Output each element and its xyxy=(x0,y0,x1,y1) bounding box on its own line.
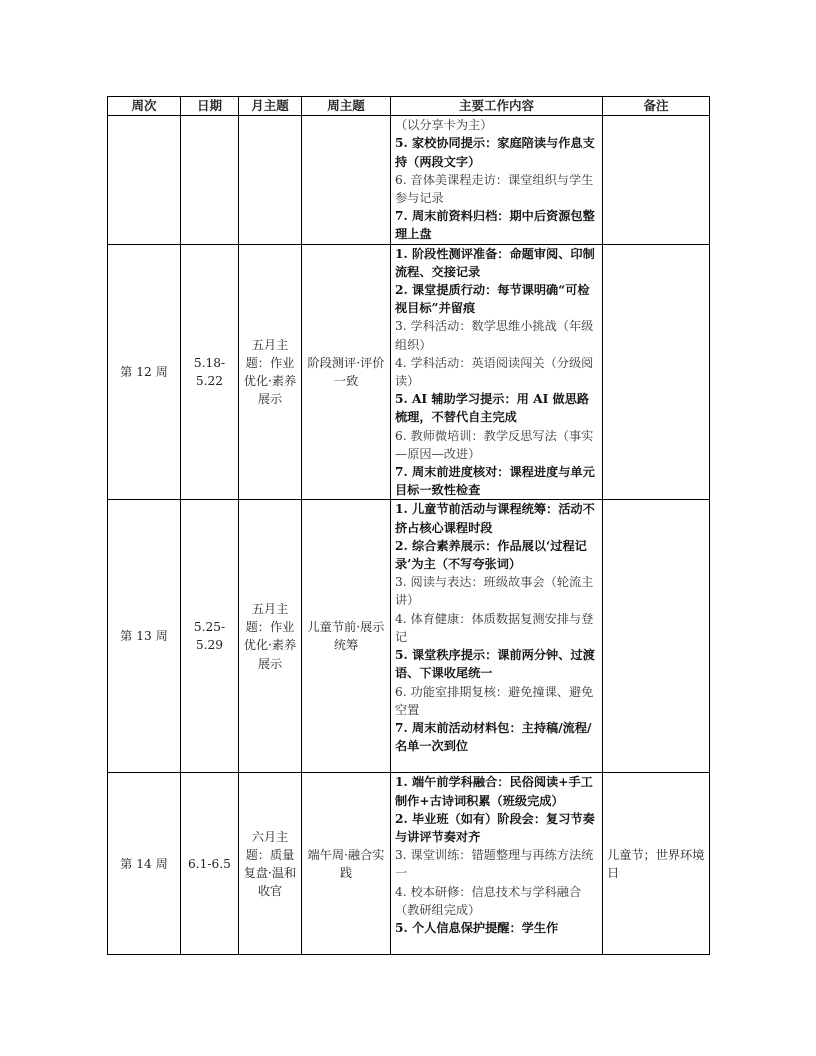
task-item: （以分享卡为主） xyxy=(395,118,493,133)
week-cell: 第 13 周 xyxy=(108,500,181,773)
task-item: 7. 周末前进度核对：课程进度与单元目标一致性检查 xyxy=(395,465,595,498)
header-week: 周次 xyxy=(108,97,181,116)
month-theme-cell xyxy=(239,116,302,244)
tasks-cell xyxy=(391,244,603,500)
week-theme-cell: 端午周·融合实践 xyxy=(302,773,391,955)
notes-cell xyxy=(603,244,710,500)
task-item: 7. 周末前资料归档：期中后资源包整理上盘 xyxy=(395,209,595,242)
task-item: 4. 校本研修：信息技术与学科融合（教研组完成） xyxy=(395,884,582,917)
month-theme-cell: 五月主题：作业优化·素养展示 xyxy=(239,244,302,500)
week-cell: 第 12 周 xyxy=(108,244,181,500)
tasks-cell xyxy=(391,500,603,773)
notes-cell xyxy=(603,116,710,244)
tasks-cell xyxy=(391,116,603,244)
task-item: 2. 毕业班（如有）阶段会：复习节奏与讲评节奏对齐 xyxy=(395,811,595,845)
week-cell xyxy=(108,116,181,244)
task-item: 4. 体育健康：体质数据复测安排与登记 xyxy=(395,611,594,644)
week-theme-cell: 儿童节前·展示统筹 xyxy=(302,500,391,773)
table-row xyxy=(108,244,710,500)
header-month-theme: 月主题 xyxy=(239,97,302,116)
task-item: 2. 课堂提质行动：每节课明确“可检视目标”并留痕 xyxy=(395,283,590,316)
week-theme-cell: 阶段测评·评价一致 xyxy=(302,244,391,500)
date-cell xyxy=(181,116,239,244)
task-item: 1. 端午前学科融合：民俗阅读+手工制作+古诗词积累（班级完成） xyxy=(395,775,593,808)
table-row xyxy=(108,500,710,773)
table-row xyxy=(108,116,710,244)
month-theme-cell: 六月主题：质量复盘·温和收官 xyxy=(239,773,302,955)
task-item: 5. 个人信息保护提醒：学生作 xyxy=(395,921,559,936)
table-body xyxy=(108,116,710,955)
header-row xyxy=(108,97,710,116)
task-item: 6. 教师微培训：教学反思写法（事实—原因—改进） xyxy=(395,428,594,461)
date-cell: 5.18-5.22 xyxy=(181,244,239,500)
header-tasks: 主要工作内容 xyxy=(391,97,603,116)
date-cell: 5.25-5.29 xyxy=(181,500,239,773)
tasks-cell xyxy=(391,773,603,955)
task-item: 6. 功能室排期复核：避免撞课、避免空置 xyxy=(395,684,594,717)
task-item: 1. 阶段性测评准备：命题审阅、印制流程、交接记录 xyxy=(395,246,595,279)
month-theme-cell: 五月主题：作业优化·素养展示 xyxy=(239,500,302,773)
task-item: 5. 家校协同提示：家庭陪读与作息支持（两段文字） xyxy=(395,136,595,169)
task-item: 3. 学科活动：数学思维小挑战（年级组织） xyxy=(395,319,594,352)
notes-cell xyxy=(603,500,710,773)
notes-cell: 儿童节；世界环境日 xyxy=(603,773,710,955)
task-item: 3. 课堂训练：错题整理与再练方法统一 xyxy=(395,848,594,881)
week-theme-cell xyxy=(302,116,391,244)
week-cell: 第 14 周 xyxy=(108,773,181,955)
task-item: 6. 音体美课程走访：课堂组织与学生参与记录 xyxy=(395,172,594,206)
date-cell: 6.1-6.5 xyxy=(181,773,239,955)
header-week-theme: 周主题 xyxy=(302,97,391,116)
task-item: 5. 课堂秩序提示：课前两分钟、过渡语、下课收尾统一 xyxy=(395,648,595,681)
task-item: 7. 周末前活动材料包：主持稿/流程/名单一次到位 xyxy=(395,720,592,754)
task-item: 2. 综合素养展示：作品展以‘过程记录’为主（不写夸张词） xyxy=(395,538,587,572)
weekly-plan-table xyxy=(107,96,710,955)
header-date: 日期 xyxy=(181,97,239,116)
task-item: 3. 阅读与表达：班级故事会（轮流主讲） xyxy=(395,575,594,608)
task-item: 4. 学科活动：英语阅读闯关（分级阅读） xyxy=(395,355,594,389)
table-row xyxy=(108,773,710,955)
task-item: 5. AI 辅助学习提示：用 AI 做思路梳理，不替代自主完成 xyxy=(395,392,590,425)
task-item: 1. 儿童节前活动与课程统筹：活动不挤占核心课程时段 xyxy=(395,502,595,535)
header-notes: 备注 xyxy=(603,97,710,116)
